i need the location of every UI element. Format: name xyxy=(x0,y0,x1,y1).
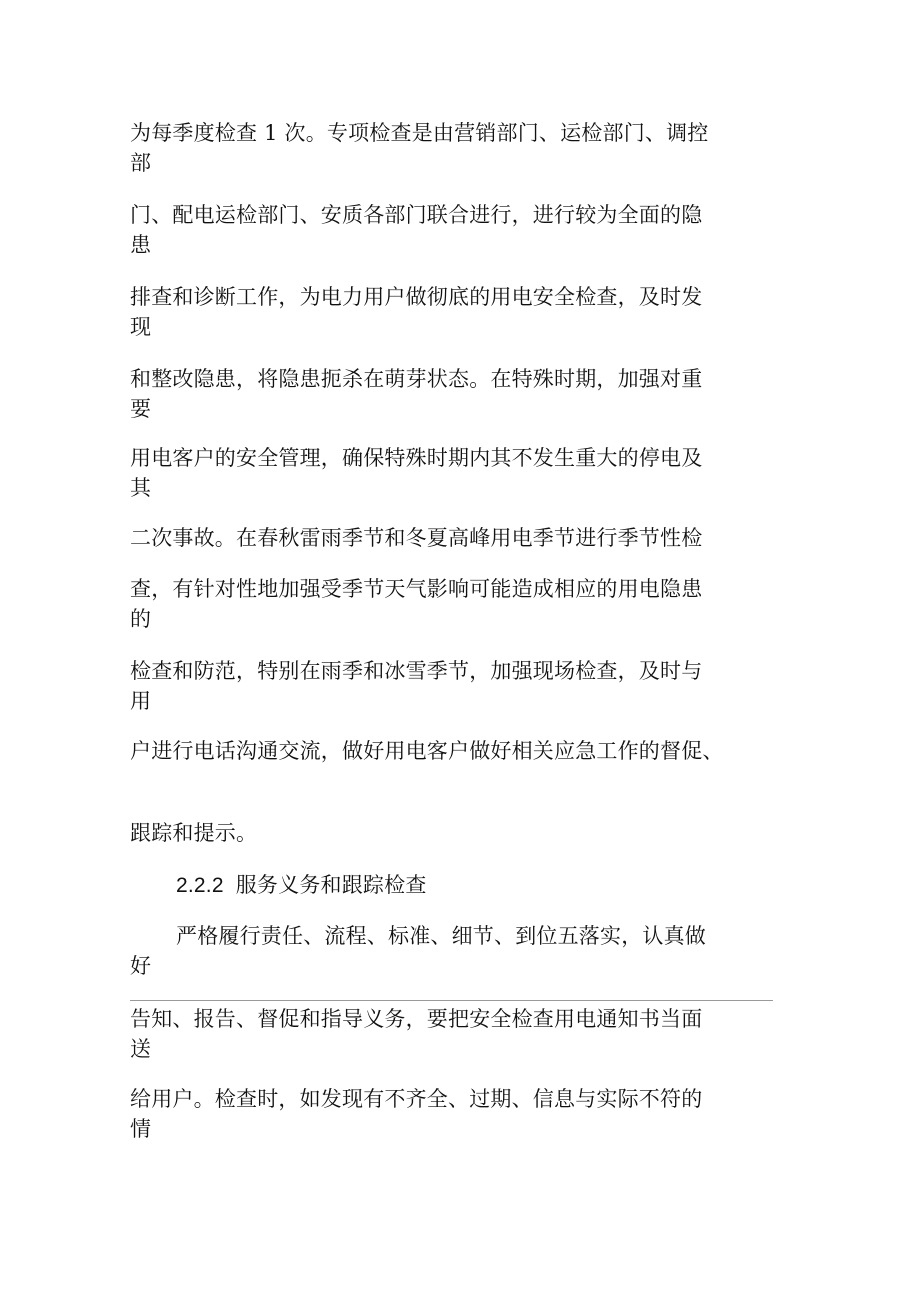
text-line: 的 xyxy=(130,607,152,631)
section-heading xyxy=(176,870,427,901)
text-line: 和整改隐患，将隐患扼杀在萌芽状态。在特殊时期，加强对重 xyxy=(130,367,703,391)
text-line: 跟踪和提示。 xyxy=(130,821,258,845)
text-line: 用 xyxy=(130,689,152,713)
text-line: 用电客户的安全管理，确保特殊时期内其不发生重大的停电及 xyxy=(130,446,703,470)
text-line: 排查和诊断工作，为电力用户做彻底的用电安全检查，及时发 xyxy=(130,285,703,309)
text-line: 好 xyxy=(130,954,152,978)
text-line: 要 xyxy=(130,397,152,421)
text-line: 给用户。检查时，如发现有不齐全、过期、信息与实际不符的 xyxy=(130,1087,703,1111)
text-line: 严格履行责任、流程、标准、细节、到位五落实，认真做 xyxy=(176,924,706,948)
text-line: 检查和防范，特别在雨季和冰雪季节，加强现场检查，及时与 xyxy=(130,659,703,683)
horizontal-rule xyxy=(130,1000,773,1001)
text-line: 告知、报告、督促和指导义务，要把安全检查用电通知书当面 xyxy=(130,1007,703,1031)
section-title: 服务义务和跟踪检查 xyxy=(235,873,427,897)
text-line: 部 xyxy=(130,151,152,175)
text-line: 二次事故。在春秋雷雨季节和冬夏高峰用电季节进行季节性检 xyxy=(130,526,703,550)
text-line: 为每季度检查 1 次。专项检查是由营销部门、运检部门、调控 xyxy=(130,121,709,145)
text-line: 门、配电运检部门、安质各部门联合进行，进行较为全面的隐 xyxy=(130,203,703,227)
text-line: 其 xyxy=(130,476,152,500)
text-line: 情 xyxy=(130,1117,152,1141)
text-line: 患 xyxy=(130,233,152,257)
section-number: 2.2.2 xyxy=(176,874,224,897)
text-line: 户进行电话沟通交流，做好用电客户做好相关应急工作的督促、 xyxy=(130,739,724,763)
text-line: 查，有针对性地加强受季节天气影响可能造成相应的用电隐患 xyxy=(130,577,703,601)
text-line: 送 xyxy=(130,1037,152,1061)
text-line: 现 xyxy=(130,315,152,339)
